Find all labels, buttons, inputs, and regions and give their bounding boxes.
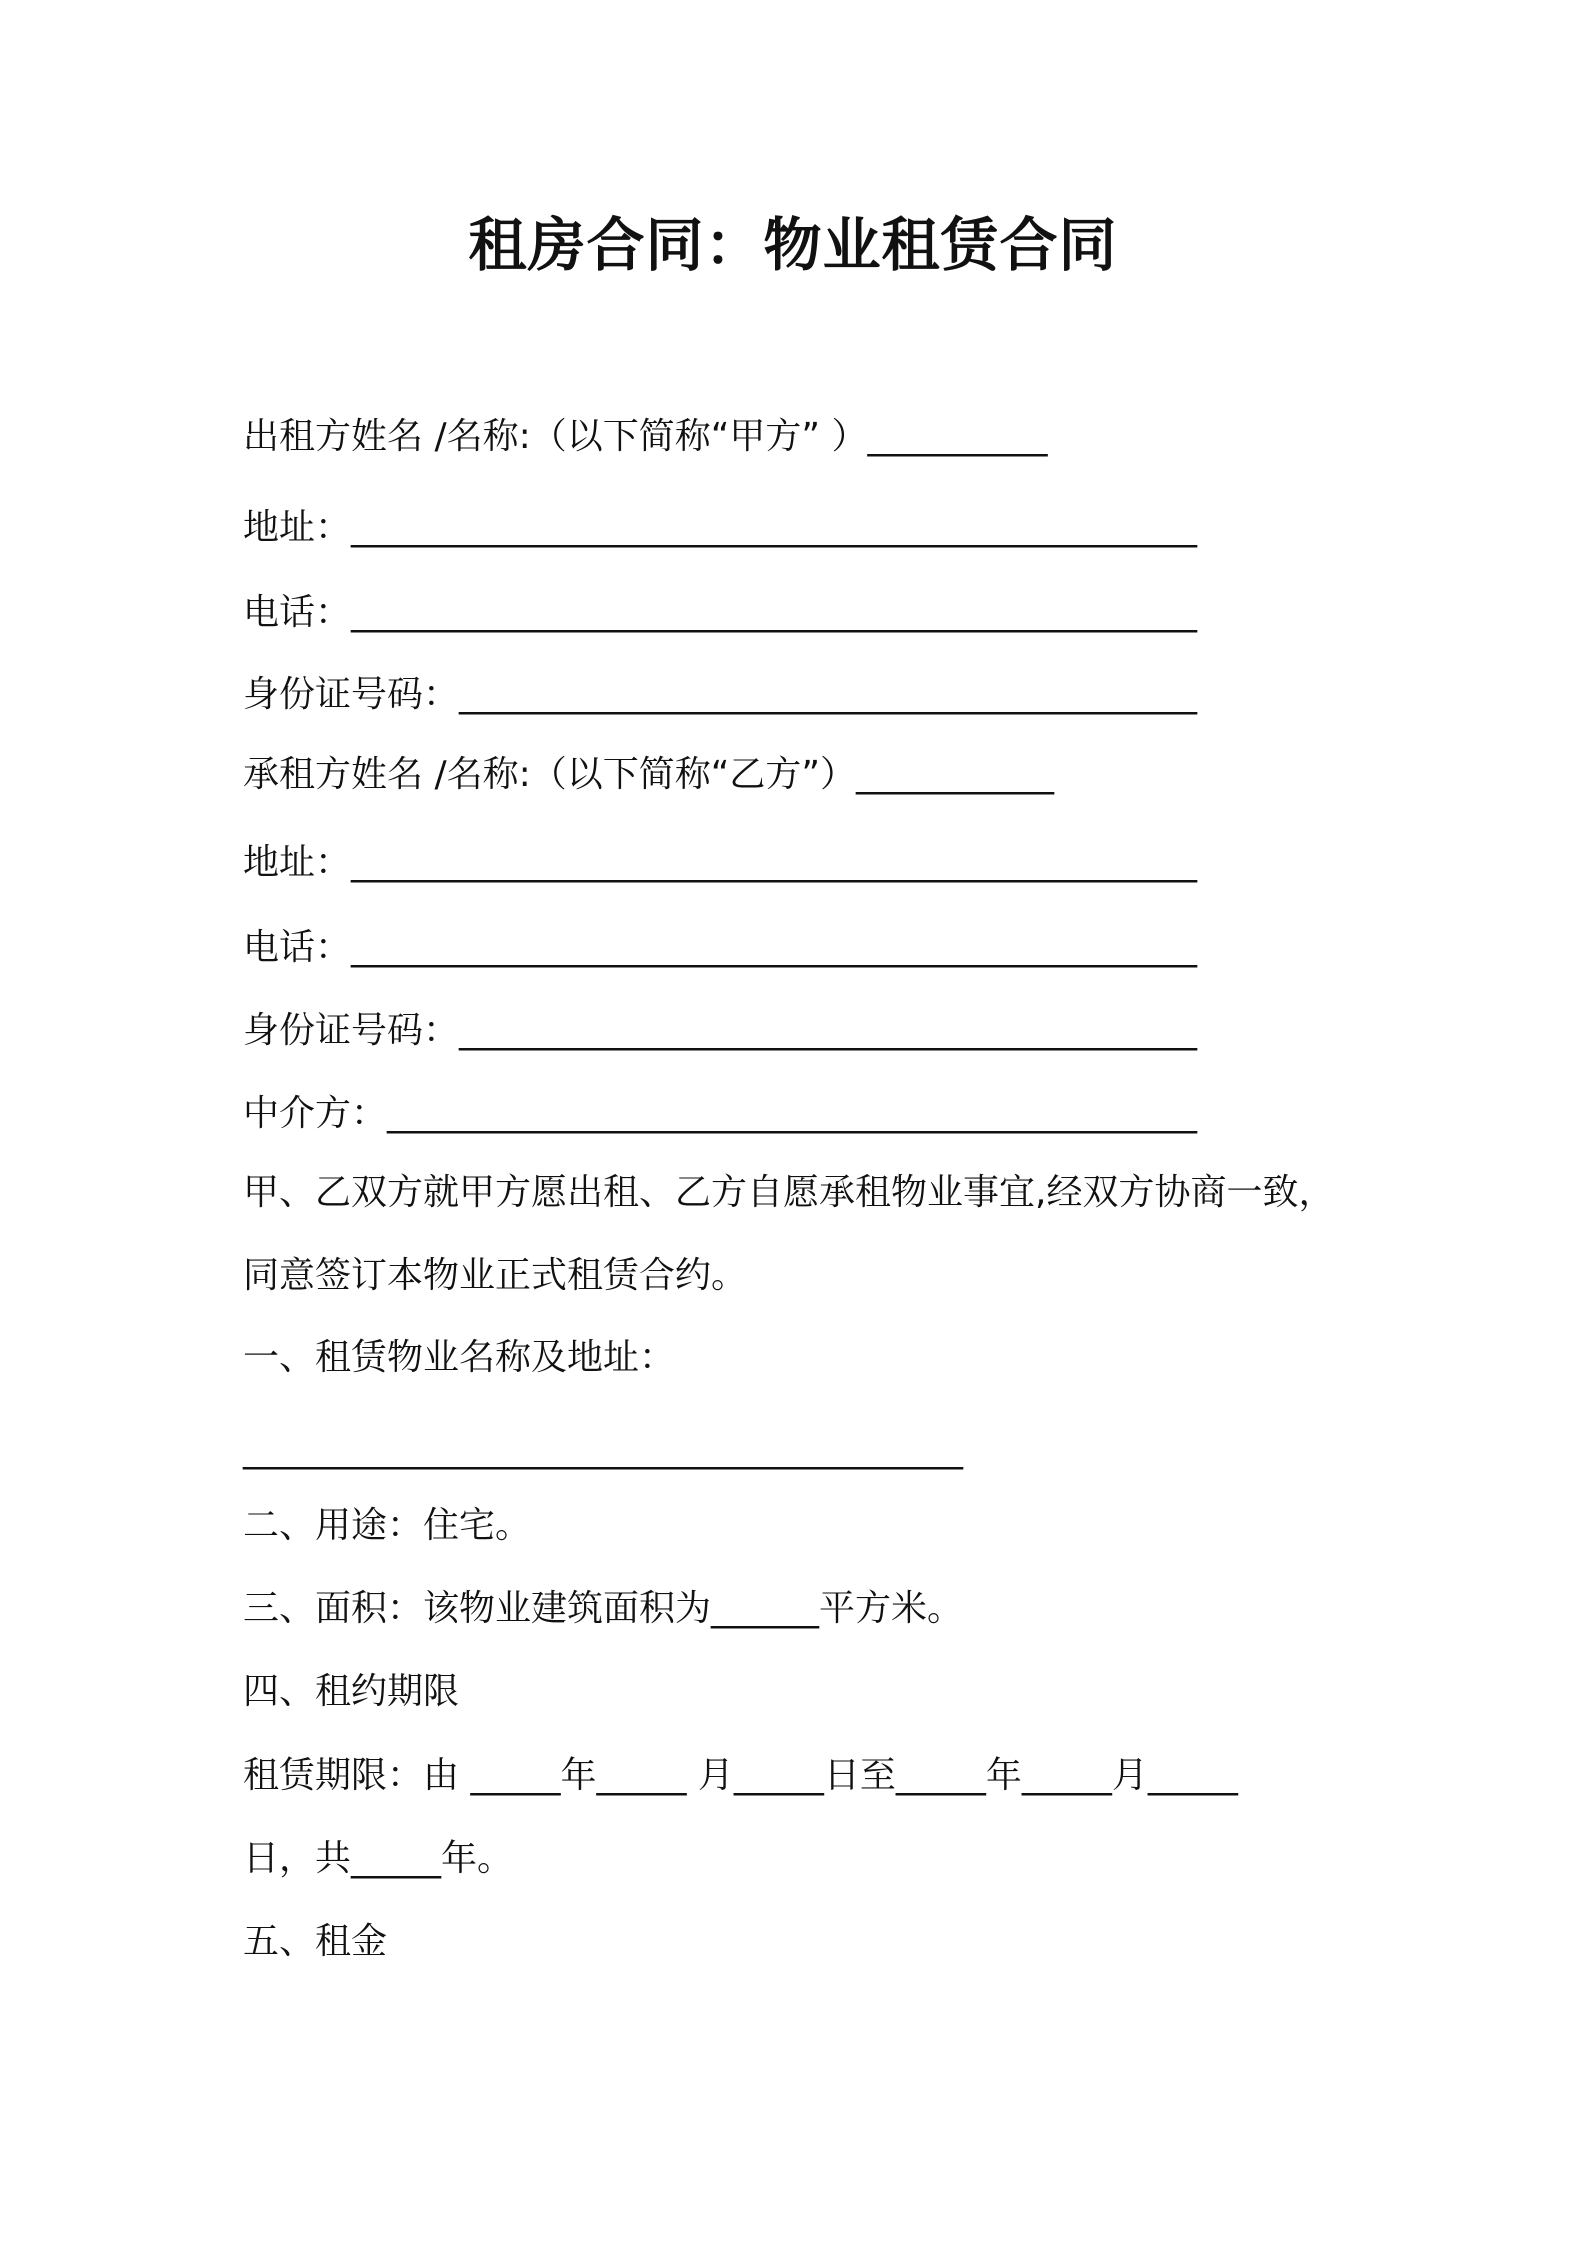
- intro-paragraph-line-2: 同意签订本物业正式租赁合约。: [243, 1255, 748, 1296]
- section-1-heading: 一、租赁物业名称及地址：: [243, 1337, 676, 1378]
- lessor-address-line: 地址：_______________________________________________: [243, 507, 1198, 548]
- section-1-blank: ________________________________________: [243, 1429, 963, 1470]
- lessor-phone-line: 电话：_______________________________________________: [243, 592, 1198, 633]
- lessor-id-line: 身份证号码：_________________________________________: [243, 674, 1198, 715]
- intro-paragraph-line-1: 甲、乙双方就甲方愿出租、乙方自愿承租物业事宜,经双方协商一致，: [243, 1172, 1335, 1213]
- lessee-address-line: 地址：_______________________________________________: [243, 842, 1198, 883]
- lessor-name-line: 出租方姓名 /名称:（以下简称“甲方” ）__________: [243, 416, 1048, 457]
- section-2-usage: 二、用途：住宅。: [243, 1505, 532, 1546]
- lessee-id-line: 身份证号码：_________________________________________: [243, 1010, 1198, 1051]
- section-5-heading: 五、租金: [243, 1921, 388, 1962]
- lessee-name-line: 承租方姓名 /名称:（以下简称“乙方”）___________: [243, 754, 1055, 795]
- document-title: 租房合同：物业租赁合同: [468, 211, 1118, 279]
- section-4-heading: 四、租约期限: [243, 1671, 460, 1712]
- lessee-phone-line: 电话：_______________________________________________: [243, 927, 1198, 968]
- section-3-area: 三、面积：该物业建筑面积为______平方米。: [243, 1588, 964, 1629]
- lease-term-line-1: 租赁期限：由 _____年_____ 月_____日至_____年_____月_____: [243, 1755, 1238, 1796]
- lease-term-line-2: 日，共_____年。: [243, 1838, 514, 1879]
- agent-line: 中介方：_____________________________________________: [243, 1093, 1198, 1134]
